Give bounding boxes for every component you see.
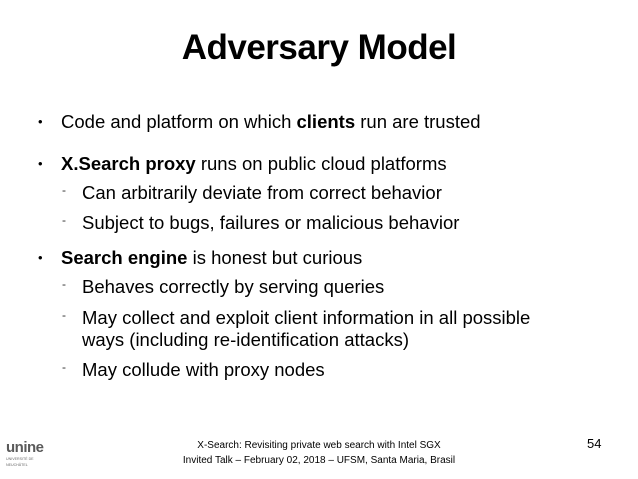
bullet-text-bold: X.Search proxy	[61, 153, 196, 174]
sub-bullet-text: ways (including re-identification attacks)	[82, 329, 409, 350]
bullet-text-bold: clients	[296, 111, 356, 132]
bullet-text-post: is honest but curious	[187, 247, 363, 268]
sub-bullet	[38, 307, 530, 329]
sub-bullet-text: Subject to bugs, failures or malicious behavior	[82, 212, 460, 233]
bullet-text-post: runs on public cloud platforms	[195, 153, 447, 174]
bullet-clients-trusted	[38, 110, 481, 133]
sub-bullet-text: May collect and exploit client information in all possible	[82, 307, 531, 328]
footer-line-2: Invited Talk – February 02, 2018 – UFSM, Santa Maria, Brasil	[182, 455, 456, 466]
footer-line-1: X-Search: Revisiting private web search with Intel SGX	[197, 440, 441, 451]
bullet-proxy	[38, 152, 447, 175]
sub-bullet-text: May collude with proxy nodes	[82, 359, 325, 380]
sub-bullet	[38, 359, 325, 381]
dash-icon: -	[62, 183, 66, 197]
dash-icon: -	[62, 308, 66, 322]
bullet-search-engine	[38, 246, 362, 269]
dash-icon: -	[62, 213, 66, 227]
page-number: 54	[587, 436, 602, 451]
bullet-icon: •	[38, 156, 43, 171]
slide-title: Adversary Model	[181, 28, 457, 67]
bullet-text-pre: Code and platform on which	[61, 111, 297, 132]
bullet-text-post: run are trusted	[355, 111, 481, 132]
sub-bullet	[38, 212, 459, 234]
dash-icon: -	[62, 360, 66, 374]
logo-subtitle-1: UNIVERSITÉ DE	[6, 457, 34, 461]
logo-text: unine	[6, 439, 44, 456]
dash-icon: -	[62, 277, 66, 291]
bullet-icon: •	[38, 114, 43, 129]
logo-subtitle-2: NEUCHÂTEL	[6, 462, 28, 467]
sub-bullet	[38, 182, 442, 204]
bullet-text-bold: Search engine	[61, 247, 188, 268]
footer	[140, 438, 498, 468]
sub-bullet-text: Can arbitrarily deviate from correct behavior	[82, 182, 442, 203]
sub-bullet-continuation	[38, 329, 409, 351]
university-logo	[6, 440, 46, 476]
sub-bullet-text: Behaves correctly by serving queries	[82, 276, 385, 297]
bullet-icon: •	[38, 250, 43, 265]
sub-bullet	[38, 276, 384, 298]
